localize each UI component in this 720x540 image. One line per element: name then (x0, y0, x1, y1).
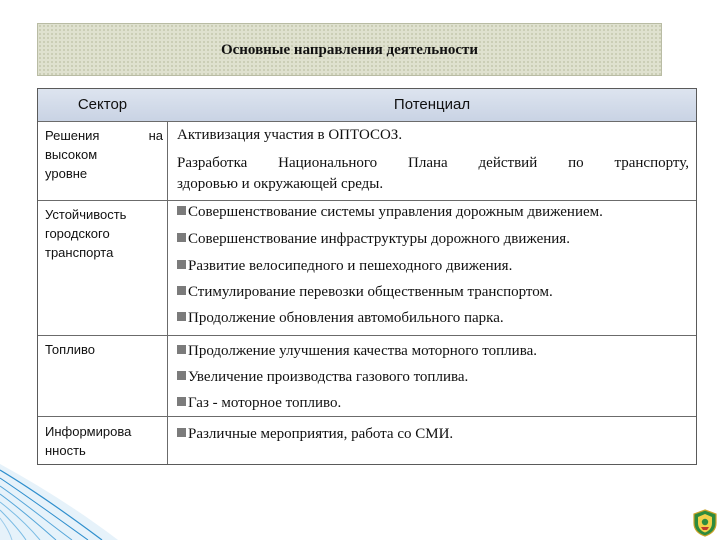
sector-text: городского (45, 226, 110, 241)
potential-item: здоровью и окружающей среды. (177, 176, 384, 192)
row-divider (38, 200, 696, 201)
sector-text: нность (45, 443, 86, 458)
bullet-icon (177, 428, 186, 437)
potential-item: Стимулирование перевозки общественным транспортом. (177, 284, 553, 301)
bullet-icon (177, 371, 186, 380)
potential-item: Совершенствование инфраструктуры дорожного движения. (177, 231, 570, 248)
potential-item: Разработка Национального Плана действий по транспорту, (177, 155, 689, 171)
potential-item: Различные мероприятия, работа со СМИ. (177, 426, 453, 443)
row-3-sector (45, 340, 163, 359)
potential-item: Активизация участия в ОПТОСОЗ. (177, 127, 403, 143)
sector-text: Информирова (45, 424, 132, 439)
title-banner (37, 23, 662, 76)
bullet-icon (177, 397, 186, 406)
row-2-sector (45, 205, 163, 262)
page-title: Основные направления деятельности (220, 42, 479, 58)
potential-item: Совершенствование системы управления дорожным движением. (177, 204, 603, 221)
potential-item: Продолжение улучшения качества моторного топлива. (177, 343, 537, 360)
column-divider (167, 89, 168, 464)
potential-item: Увеличение производства газового топлива. (177, 369, 468, 386)
table-header (38, 89, 696, 122)
bullet-icon (177, 233, 186, 242)
bullet-icon (177, 312, 186, 321)
bullet-icon (177, 260, 186, 269)
corner-wave-decoration (0, 456, 120, 540)
potential-item: Развитие велосипедного и пешеходного движения. (177, 258, 512, 275)
row-4-sector (45, 422, 163, 460)
header-sector: Сектор (77, 96, 128, 113)
emblem-logo-icon (692, 509, 718, 537)
sector-text: уровне (45, 166, 88, 181)
sector-text: высоком (45, 147, 98, 162)
sector-text: на (148, 128, 163, 143)
sector-text: Решения (45, 128, 100, 143)
row-1-sector (45, 126, 163, 183)
sector-text: Топливо (45, 342, 96, 357)
header-potential: Потенциал (393, 96, 471, 113)
row-divider (38, 335, 696, 336)
bullet-icon (177, 286, 186, 295)
potential-item: Продолжение обновления автомобильного парка. (177, 310, 504, 327)
bullet-icon (177, 345, 186, 354)
sector-text: транспорта (45, 245, 114, 260)
potential-item: Газ - моторное топливо. (177, 395, 341, 412)
activity-table (37, 88, 697, 465)
row-divider (38, 416, 696, 417)
bullet-icon (177, 206, 186, 215)
sector-text: Устойчивость (45, 207, 127, 222)
